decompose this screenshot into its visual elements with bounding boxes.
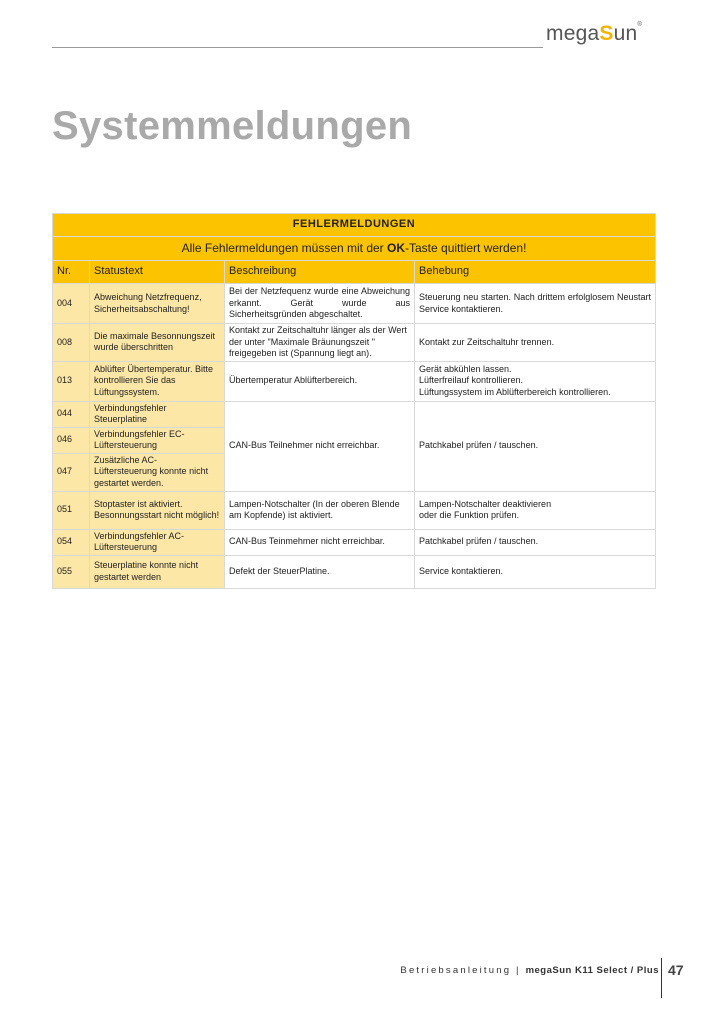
column-header-fix: Behebung bbox=[415, 261, 656, 284]
cell-description: Lampen-Notschalter (In der oberen Blende am Kopfende) ist aktiviert. bbox=[225, 491, 415, 529]
column-header-status: Statustext bbox=[90, 261, 225, 284]
cell-description-merged: CAN-Bus Teilnehmer nicht erreichbar. bbox=[225, 401, 415, 491]
page-title: Systemmeldungen bbox=[52, 104, 413, 148]
fix-line: Lampen-Notschalter deaktivieren bbox=[419, 498, 552, 509]
cell-nr: 046 bbox=[53, 427, 90, 453]
subcaption-before: Alle Fehlermeldungen müssen mit der bbox=[181, 240, 388, 255]
cell-nr: 044 bbox=[53, 401, 90, 427]
cell-status: Stoptaster ist aktiviert. Besonnungsstart nicht möglich! bbox=[90, 491, 225, 529]
table-subcaption bbox=[53, 237, 656, 261]
error-table bbox=[52, 213, 656, 589]
footer-text bbox=[400, 965, 659, 976]
cell-fix: Kontakt zur Zeitschaltuhr trennen. bbox=[415, 324, 656, 362]
cell-description: Kontakt zur Zeitschaltuhr länger als der Wert der unter "Maximale Bräunungszeit " freigegeben ist (Spannung liegt an). bbox=[225, 324, 415, 362]
table-row bbox=[53, 324, 656, 362]
fix-line: Lüfterfreilauf kontrollieren. bbox=[419, 375, 524, 386]
cell-fix: Steuerung neu starten. Nach drittem erfolglosem Neustart Service kontaktieren. bbox=[415, 284, 656, 324]
cell-description: Defekt der SteuerPlatine. bbox=[225, 555, 415, 588]
cell-status: Verbindungsfehler Steuerplatine bbox=[90, 401, 225, 427]
footer-product: megaSun K11 Select / Plus bbox=[525, 965, 659, 976]
column-header-row bbox=[53, 261, 656, 284]
logo-registered-mark: ® bbox=[637, 22, 642, 28]
table-row bbox=[53, 491, 656, 529]
subcaption-key: OK bbox=[387, 240, 406, 255]
table-row bbox=[53, 555, 656, 588]
cell-fix bbox=[415, 491, 656, 529]
cell-status: Abweichung Netzfrequenz, Sicherheitsabschaltung! bbox=[90, 284, 225, 324]
cell-nr: 051 bbox=[53, 491, 90, 529]
cell-nr: 008 bbox=[53, 324, 90, 362]
table-subcaption-row bbox=[53, 237, 656, 261]
table-caption-row bbox=[53, 214, 656, 237]
cell-status: Die maximale Besonnungszeit wurde überschritten bbox=[90, 324, 225, 362]
table-caption: FEHLERMELDUNGEN bbox=[53, 214, 656, 237]
cell-status: Verbindungsfehler AC-Lüftersteuerung bbox=[90, 529, 225, 555]
fix-line: oder die Funktion prüfen. bbox=[419, 510, 520, 520]
cell-description: CAN-Bus Teinmehmer nicht erreichbar. bbox=[225, 529, 415, 555]
cell-fix bbox=[415, 361, 656, 401]
cell-nr: 047 bbox=[53, 453, 90, 491]
brand-logo bbox=[546, 22, 642, 46]
cell-fix-merged: Patchkabel prüfen / tauschen. bbox=[415, 401, 656, 491]
header-rule bbox=[52, 47, 543, 48]
logo-suffix: un bbox=[613, 22, 638, 45]
cell-nr: 054 bbox=[53, 529, 90, 555]
cell-status: Steuerplatine konnte nicht gestartet werden bbox=[90, 555, 225, 588]
table-row bbox=[53, 361, 656, 401]
subcaption-after: -Taste quittiert werden! bbox=[405, 240, 527, 255]
logo-s: S bbox=[599, 22, 614, 45]
cell-nr: 055 bbox=[53, 555, 90, 588]
cell-description: Übertemperatur Ablüfterbereich. bbox=[225, 361, 415, 401]
cell-description: Bei der Netzfequenz wurde eine Abweichung erkannt. Gerät wurde aus Sicherheitsgründen abgeschaltet. bbox=[225, 284, 415, 324]
table-row bbox=[53, 529, 656, 555]
fix-line: Lüftungssystem im Ablüfterbereich kontrollieren. bbox=[419, 386, 611, 397]
column-header-description: Beschreibung bbox=[225, 261, 415, 284]
table-row bbox=[53, 284, 656, 324]
footer-separator: | bbox=[511, 965, 526, 976]
cell-status: Zusätzliche AC-Lüftersteuerung konnte nicht gestartet werden. bbox=[90, 453, 225, 491]
cell-nr: 004 bbox=[53, 284, 90, 324]
fix-line: Gerät abkühlen lassen. bbox=[419, 363, 512, 374]
logo-prefix: mega bbox=[546, 22, 600, 45]
table-row bbox=[53, 401, 656, 427]
column-header-nr: Nr. bbox=[53, 261, 90, 284]
page-number: 47 bbox=[668, 962, 684, 978]
cell-fix: Patchkabel prüfen / tauschen. bbox=[415, 529, 656, 555]
cell-status: Verbindungsfehler EC-Lüftersteuerung bbox=[90, 427, 225, 453]
cell-status: Ablüfter Übertemperatur. Bitte kontrollieren Sie das Lüftungssystem. bbox=[90, 361, 225, 401]
footer-manual: Betriebsanleitung bbox=[400, 965, 512, 976]
cell-nr: 013 bbox=[53, 361, 90, 401]
footer-rule bbox=[661, 958, 662, 998]
cell-fix: Service kontaktieren. bbox=[415, 555, 656, 588]
